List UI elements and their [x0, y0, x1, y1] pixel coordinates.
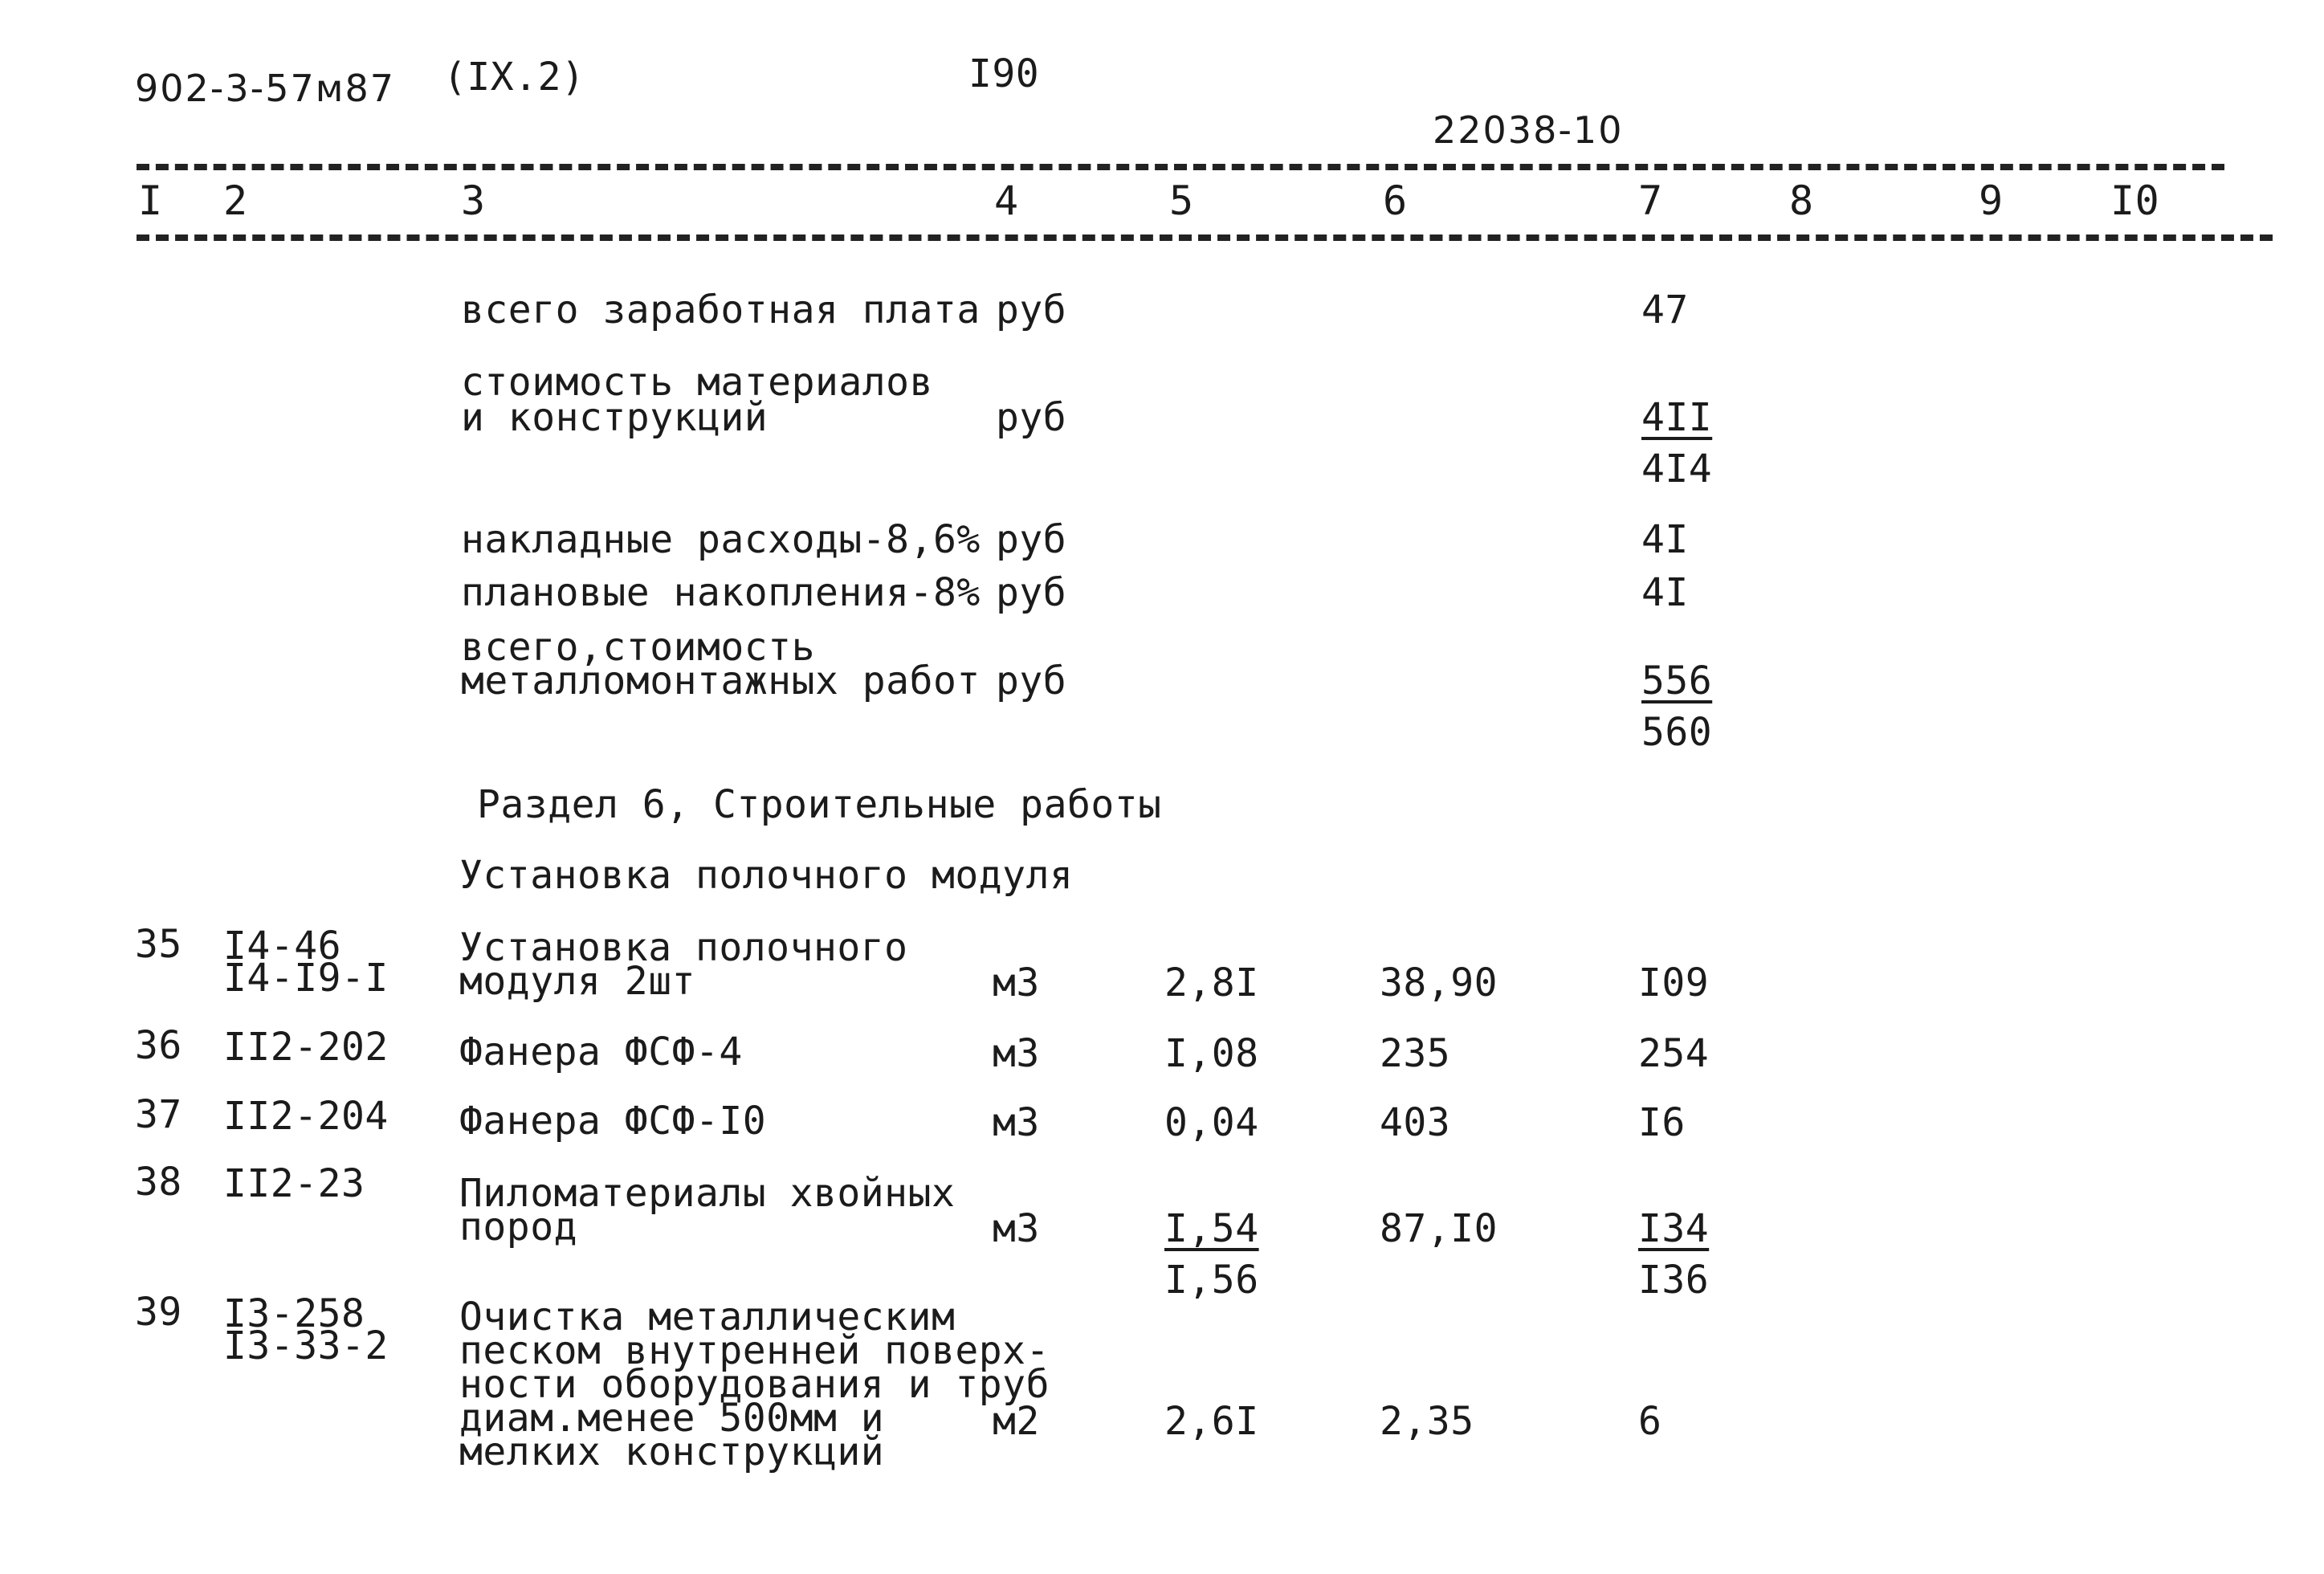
total-cost: I34 — [1638, 1206, 1710, 1251]
inventory-number: 22038-10 — [1433, 108, 1624, 152]
quantity: I,54 — [1164, 1206, 1259, 1251]
planned-profit-value: 4I — [1641, 570, 1689, 615]
total-unit: руб — [996, 659, 1067, 703]
header-bottom-rule — [137, 234, 2273, 241]
quantity-corrected: I,56 — [1164, 1258, 1259, 1303]
total-cost: 254 — [1638, 1031, 1710, 1076]
materials-unit: руб — [996, 395, 1067, 440]
item-description-line1: Пиломатериалы хвойных — [459, 1171, 956, 1216]
item-description-line1: Фанера ФСФ-I0 — [459, 1099, 767, 1144]
norm-code-secondary: I4-I9-I — [223, 956, 389, 1001]
wages-unit: руб — [996, 287, 1067, 332]
norm-code: I4-46 — [223, 924, 341, 968]
row-number: 37 — [135, 1092, 182, 1137]
column-header-8: 8 — [1789, 177, 1814, 224]
unit-price: 235 — [1380, 1031, 1451, 1076]
item-description-line3: ности оборудования и труб — [459, 1362, 1050, 1407]
quantity: 2,8I — [1164, 960, 1259, 1005]
column-header-7: 7 — [1638, 177, 1663, 224]
row-number: 38 — [135, 1160, 182, 1205]
materials-value: 4II — [1641, 395, 1713, 440]
materials-value-corrected: 4I4 — [1641, 447, 1713, 491]
unit-price: 87,I0 — [1380, 1206, 1498, 1251]
unit-price: 403 — [1380, 1100, 1451, 1145]
row-number: 35 — [135, 922, 182, 967]
norm-code: II2-23 — [223, 1161, 365, 1206]
row-number: 36 — [135, 1023, 182, 1068]
quantity: 0,04 — [1164, 1100, 1259, 1145]
wages-value: 47 — [1641, 287, 1689, 332]
section-title: Раздел 6, Строительные работы — [477, 782, 1162, 827]
materials-label-line1: стоимость материалов — [461, 360, 933, 405]
item-description-line5: мелких конструкций — [459, 1429, 885, 1474]
column-header-6: 6 — [1383, 177, 1408, 224]
column-header-5: 5 — [1169, 177, 1194, 224]
unit: м3 — [993, 960, 1040, 1005]
wages-label: всего заработная плата — [461, 287, 981, 332]
total-cost: I09 — [1638, 960, 1710, 1005]
column-header-4: 4 — [994, 177, 1019, 224]
overhead-unit: руб — [996, 517, 1067, 562]
total-value-corrected: 560 — [1641, 710, 1713, 755]
section-reference: (IX.2) — [443, 55, 585, 100]
unit: м3 — [993, 1206, 1040, 1251]
item-description-line4: диам.менее 500мм и — [459, 1396, 885, 1441]
item-description-line2: пород — [459, 1205, 577, 1250]
unit: м3 — [993, 1100, 1040, 1145]
norm-code: I3-258 — [223, 1291, 365, 1336]
total-label-line2: металломонтажных работ — [461, 659, 981, 703]
unit-price: 38,90 — [1380, 960, 1498, 1005]
planned-profit-label: плановые накопления-8% — [461, 570, 981, 615]
norm-code: II2-204 — [223, 1094, 389, 1139]
total-cost: 6 — [1638, 1399, 1662, 1444]
norm-code: II2-202 — [223, 1025, 389, 1070]
total-label-line1: всего,стоимость — [461, 625, 815, 670]
item-description-line1: Очистка металлическим — [459, 1295, 956, 1340]
item-description-line2: песком внутренней поверх- — [459, 1328, 1050, 1373]
overhead-label: накладные расходы-8,6% — [461, 517, 981, 562]
item-description-line1: Установка полочного — [459, 925, 908, 970]
unit: м3 — [993, 1031, 1040, 1076]
total-cost: I6 — [1638, 1100, 1686, 1145]
document-code: 902-3-57м87 — [135, 67, 396, 110]
column-header-9: 9 — [1979, 177, 2004, 224]
header-top-rule — [137, 164, 2224, 170]
column-header-10: I0 — [2110, 177, 2160, 224]
page-number: I90 — [968, 51, 1040, 96]
quantity: I,08 — [1164, 1031, 1259, 1076]
subsection-title: Установка полочного модуля — [459, 853, 1074, 898]
materials-label-line2: и конструкций — [461, 395, 769, 440]
unit-price: 2,35 — [1380, 1399, 1474, 1444]
total-cost-corrected: I36 — [1638, 1258, 1710, 1303]
column-header-2: 2 — [223, 177, 248, 224]
planned-profit-unit: руб — [996, 570, 1067, 615]
norm-code-secondary: I3-33-2 — [223, 1323, 389, 1368]
unit: м2 — [993, 1399, 1040, 1444]
column-header-3: 3 — [461, 177, 486, 224]
quantity: 2,6I — [1164, 1399, 1259, 1444]
column-header-1: I — [138, 177, 163, 224]
item-description-line1: Фанера ФСФ-4 — [459, 1030, 743, 1074]
total-value: 556 — [1641, 659, 1713, 703]
item-description-line2: модуля 2шт — [459, 959, 695, 1004]
row-number: 39 — [135, 1290, 182, 1335]
overhead-value: 4I — [1641, 517, 1689, 562]
